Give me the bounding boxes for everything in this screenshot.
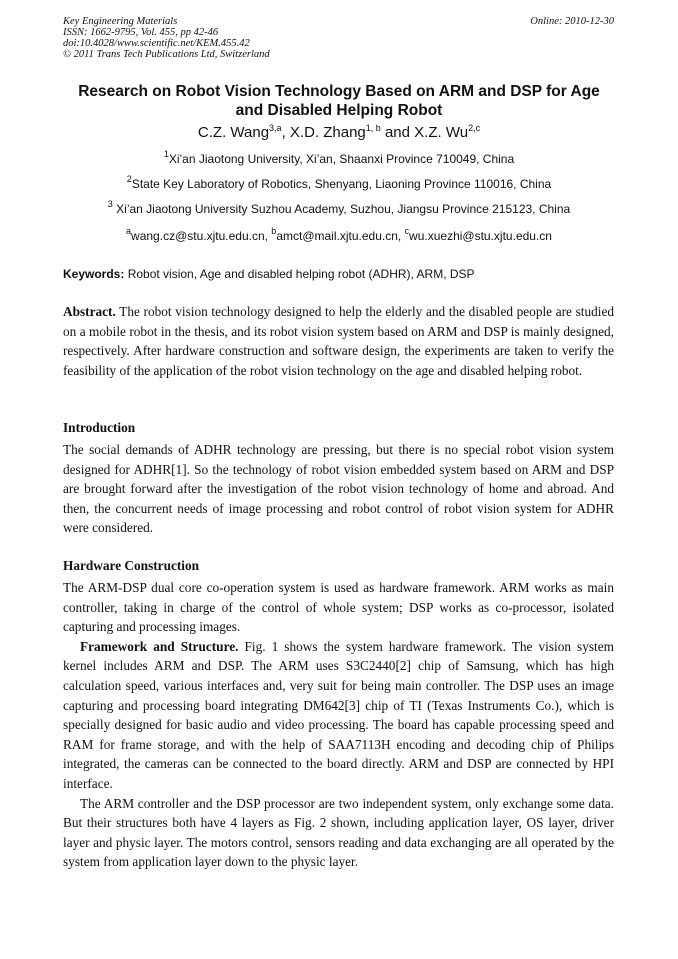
journal-header — [63, 16, 270, 60]
hardware-section — [63, 578, 614, 872]
keywords-text: Robot vision, Age and disabled helping robot (ADHR), ARM, DSP — [124, 267, 475, 281]
affiliation-mark: 3 — [107, 199, 113, 209]
abstract — [63, 302, 614, 380]
author-separator: and — [380, 124, 415, 141]
author-affiliation-mark: 3,a — [269, 123, 282, 133]
author-name: X.D. Zhang — [289, 124, 366, 141]
author-affiliation-mark: 1, b — [365, 123, 381, 133]
journal-name: Key Engineering Materials — [63, 16, 178, 27]
affiliation — [63, 176, 615, 192]
author-separator: , — [281, 124, 290, 141]
email-list — [63, 228, 615, 244]
affiliation-text: Xi’an Jiaotong University, Xi’an, Shaanxi Province 710049, China — [168, 152, 515, 166]
author-name: C.Z. Wang — [197, 124, 270, 141]
email-mark: a — [126, 226, 132, 236]
copyright-line: © 2011 Trans Tech Publications Ltd, Switzerland — [63, 49, 270, 60]
online-date: Online: 2010-12-30 — [530, 16, 614, 27]
introduction-heading: Introduction — [63, 420, 136, 435]
framework-runin-heading: Framework and Structure. — [80, 638, 239, 654]
email-address: wang.cz@stu.xjtu.edu.cn, — [131, 229, 272, 243]
abstract-text: The robot vision technology designed to help the elderly and the disabled people are studied on a mobile robot in the thesis, and its robot vision system based on ARM and DSP is mainly designed, respectively. After hardware construction and software design, the experiments are taken to verify the feasibility of the application of the robot vision technology on the age and disabled helping robot. — [63, 304, 614, 378]
email-mark: b — [271, 226, 277, 236]
author-affiliation-mark: 2,c — [468, 123, 481, 133]
hardware-paragraph-3: The ARM controller and the DSP processor are two independent system, only exchange some data. But their structures both have 4 layers as Fig. 2 shown, including application layer, OS layer, driver layer and physic layer. The motors control, sensors reading and data exchanging are all operated by the system from application layer down to the physic layer. — [63, 795, 614, 870]
author-list — [63, 123, 615, 143]
introduction-text: The social demands of ADHR technology are pressing, but there is no special robot vision system designed for ADHR[1]. So the technology of robot vision embedded system based on ARM and DSP are brought forward after the investigation of the robot vision technology of home and abroad. And then, the concurrent needs of image processing and robot control of robot vision system for ADHR were considered. — [63, 442, 614, 536]
affiliation-mark: 2 — [126, 174, 132, 184]
affiliation-text: Xi’an Jiaotong University Suzhou Academy, Suzhou, Jiangsu Province 215123, China — [112, 202, 571, 216]
author-name: X.Z. Wu — [414, 124, 469, 141]
keywords-label: Keywords: — [63, 267, 125, 281]
affiliation — [63, 151, 615, 167]
affiliation-text: State Key Laboratory of Robotics, Shenyang, Liaoning Province 110016, China — [131, 177, 552, 191]
abstract-label: Abstract. — [63, 304, 116, 319]
email-address: amct@mail.xjtu.edu.cn, — [276, 229, 405, 243]
issn-line: ISSN: 1662-9795, Vol. 455, pp 42-46 — [63, 27, 219, 38]
email-address: wu.xuezhi@stu.xjtu.edu.cn — [409, 229, 552, 243]
hardware-paragraph-2 — [63, 637, 614, 794]
introduction-paragraph — [63, 440, 614, 538]
affiliation — [63, 201, 615, 217]
affiliation-mark: 1 — [163, 149, 169, 159]
email-mark: c — [404, 226, 410, 236]
hardware-heading: Hardware Construction — [63, 558, 200, 573]
doi-line: doi:10.4028/www.scientific.net/KEM.455.42 — [63, 38, 250, 49]
hardware-paragraph-2-text: Fig. 1 shows the system hardware framework. The vision system kernel includes ARM and DSP. The ARM uses S3C2440[2] chip of Samsung, which has high calculation speed, various interfaces and, very suit for being main controller. The DSP uses an image capturing and processing board integrating DM642[3] chip of TI (Texas Instruments Co.), which is specially designed for basic audio and video processing. The board has capable processing speed and RAM for frame storage, and with the help of SAA7113H encoding and decoding chip of Philips integrated, the cameras can be connected to the board directly. ARM and DSP are connected by HPI interface. — [63, 638, 614, 791]
keywords — [63, 266, 615, 282]
paper-title: Research on Robot Vision Technology Based on ARM and DSP for Age and Disabled Helping Robot — [78, 83, 600, 119]
hardware-paragraph-1: The ARM-DSP dual core co-operation system is used as hardware framework. ARM works as main controller, taking in charge of the control of whole system; DSP works as co-processor, isolated capturing and processing images. — [63, 580, 614, 635]
